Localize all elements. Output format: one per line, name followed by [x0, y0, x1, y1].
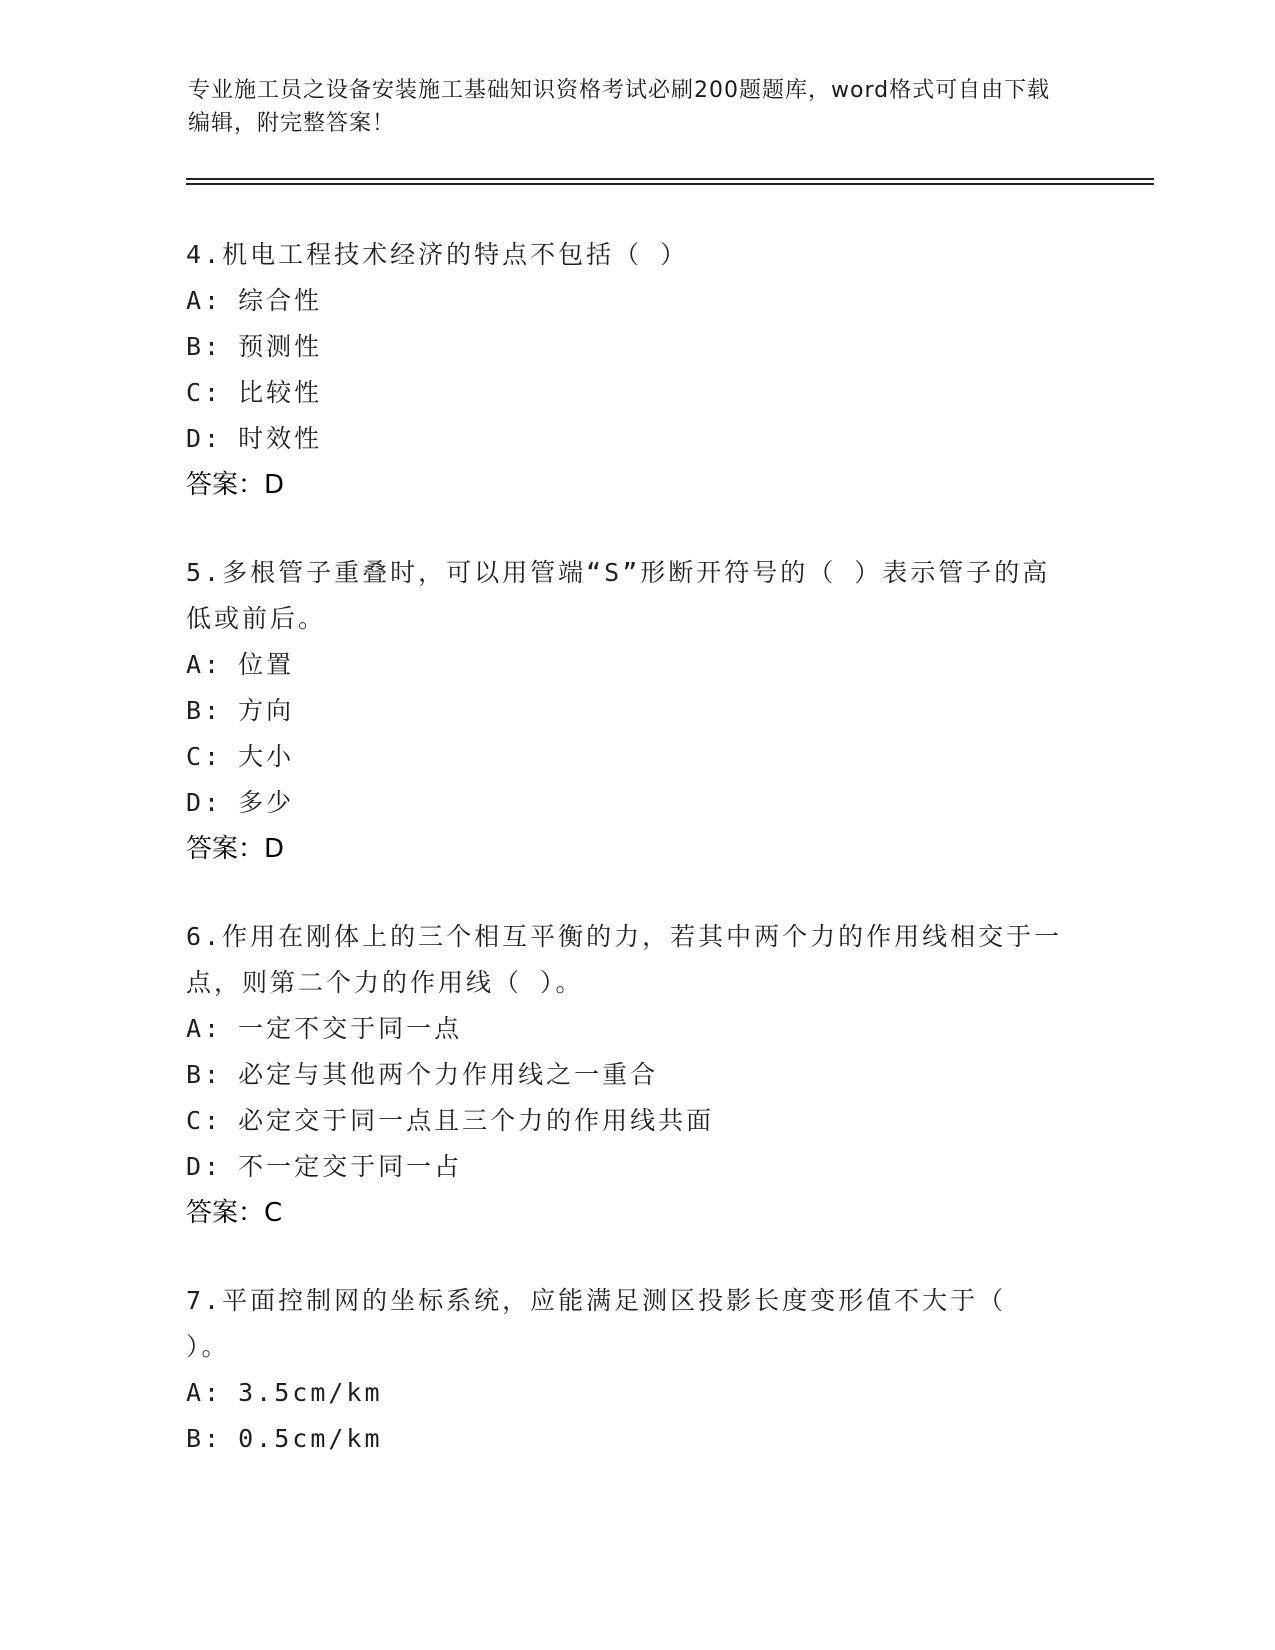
option-text: 3.5cm/km	[238, 1378, 383, 1407]
question-stem: 4.机电工程技术经济的特点不包括（ ）	[186, 240, 689, 269]
option-a	[186, 1370, 1066, 1416]
answer-line: 答案：D	[186, 834, 285, 864]
option-text: 时效性	[238, 424, 323, 453]
option-letter: B:	[186, 696, 223, 725]
option-text: 方向	[238, 696, 295, 725]
option-letter: A:	[186, 286, 223, 315]
option-text: 预测性	[238, 332, 323, 361]
question-stem: 7.平面控制网的坐标系统，应能满足测区投影长度变形值不大于（ ）。	[186, 1286, 1007, 1361]
header-divider-top	[186, 178, 1154, 180]
option-b	[186, 1416, 1066, 1462]
option-letter: D:	[186, 424, 223, 453]
option-text: 不一定交于同一占	[238, 1152, 463, 1181]
option-letter: C:	[186, 1106, 223, 1135]
question-4	[186, 232, 1066, 508]
question-7	[186, 1278, 1066, 1462]
option-letter: A:	[186, 1378, 223, 1407]
answer-line: 答案：C	[186, 1198, 283, 1228]
option-letter: B:	[186, 1060, 223, 1089]
option-letter: C:	[186, 378, 223, 407]
option-text: 综合性	[238, 286, 323, 315]
option-letter: D:	[186, 788, 223, 817]
option-text: 多少	[238, 788, 295, 817]
option-letter: A:	[186, 1014, 223, 1043]
option-b	[186, 324, 1066, 370]
option-text: 大小	[238, 742, 295, 771]
document-title: 专业施工员之设备安装施工基础知识资格考试必刷200题题库，word格式可自由下载编辑，附完整答案！	[188, 78, 1051, 136]
option-text: 比较性	[238, 378, 323, 407]
option-d	[186, 416, 1066, 462]
option-c	[186, 1098, 1066, 1144]
option-b	[186, 688, 1066, 734]
option-text: 位置	[238, 650, 295, 679]
answer-line: 答案：D	[186, 470, 285, 500]
option-text: 必定与其他两个力作用线之一重合	[238, 1060, 659, 1089]
option-letter: B:	[186, 332, 223, 361]
question-list	[186, 232, 1066, 1504]
option-letter: A:	[186, 650, 223, 679]
option-letter: C:	[186, 742, 223, 771]
option-a	[186, 278, 1066, 324]
option-b	[186, 1052, 1066, 1098]
header-divider-bottom	[186, 183, 1154, 185]
option-c	[186, 734, 1066, 780]
option-a	[186, 1006, 1066, 1052]
option-d	[186, 780, 1066, 826]
question-5	[186, 550, 1066, 872]
option-text: 一定不交于同一点	[238, 1014, 463, 1043]
question-6	[186, 914, 1066, 1236]
option-letter: B:	[186, 1424, 223, 1453]
question-stem: 6.作用在刚体上的三个相互平衡的力，若其中两个力的作用线相交于一点，则第二个力的作用线（ ）。	[186, 922, 1063, 997]
document-header	[188, 74, 1068, 140]
option-text: 0.5cm/km	[238, 1424, 383, 1453]
option-a	[186, 642, 1066, 688]
question-stem: 5.多根管子重叠时，可以用管端“S”形断开符号的（ ）表示管子的高低或前后。	[186, 558, 1051, 633]
option-letter: D:	[186, 1152, 223, 1181]
option-text: 必定交于同一点且三个力的作用线共面	[238, 1106, 715, 1135]
option-d	[186, 1144, 1066, 1190]
option-c	[186, 370, 1066, 416]
